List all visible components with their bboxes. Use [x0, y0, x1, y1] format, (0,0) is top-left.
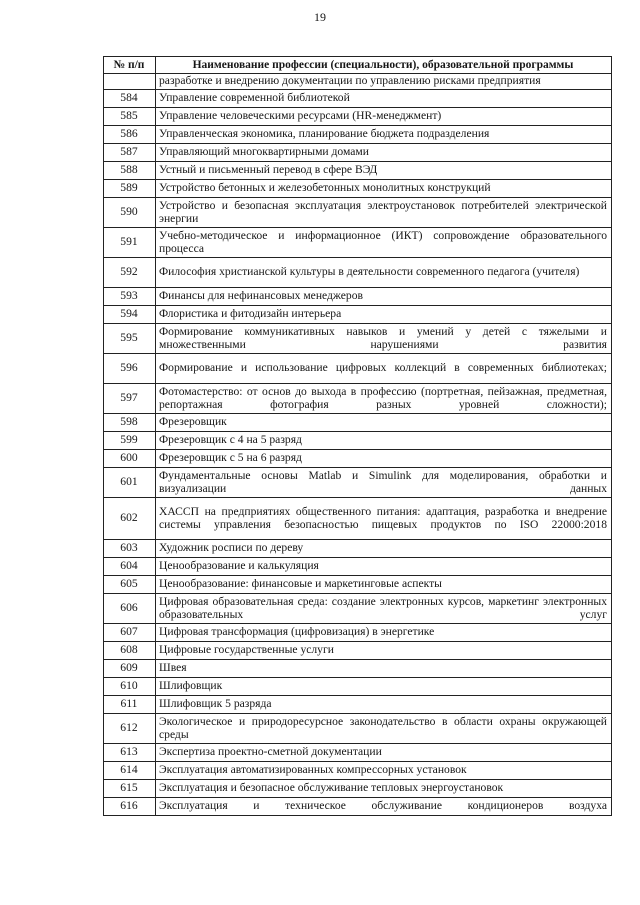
- table-row: [104, 540, 612, 558]
- table-row: [104, 144, 612, 162]
- table-row: [104, 258, 612, 288]
- table-row: [104, 384, 612, 414]
- table-row: [104, 468, 612, 498]
- row-program-name: Флористика и фитодизайн интерьера: [156, 306, 612, 324]
- table-row: [104, 450, 612, 468]
- row-program-name: Учебно-методическое и информационное (ИКТ) сопровождение образовательного процесса: [156, 228, 612, 258]
- row-number: 587: [104, 144, 156, 162]
- row-program-name: Шлифовщик: [156, 678, 612, 696]
- row-program-name: Цифровые государственные услуги: [156, 642, 612, 660]
- table-row: [104, 180, 612, 198]
- row-number: 584: [104, 90, 156, 108]
- row-number: 613: [104, 744, 156, 762]
- table-row: [104, 228, 612, 258]
- row-program-name: Устный и письменный перевод в сфере ВЭД: [156, 162, 612, 180]
- row-program-name: Фрезеровщик с 4 на 5 разряд: [156, 432, 612, 450]
- row-program-name: Формирование коммуникативных навыков и умений у детей с тяжелыми и множественными нарушениями развития: [156, 324, 612, 354]
- row-program-name: Художник росписи по дереву: [156, 540, 612, 558]
- row-number: 603: [104, 540, 156, 558]
- row-number: 606: [104, 594, 156, 624]
- row-number: 591: [104, 228, 156, 258]
- table-row: [104, 558, 612, 576]
- row-number: 601: [104, 468, 156, 498]
- row-program-name: Управленческая экономика, планирование бюджета подразделения: [156, 126, 612, 144]
- row-number: 586: [104, 126, 156, 144]
- table-row: [104, 780, 612, 798]
- row-number: 605: [104, 576, 156, 594]
- row-program-name: Управление современной библиотекой: [156, 90, 612, 108]
- row-number: 609: [104, 660, 156, 678]
- row-number: 616: [104, 798, 156, 816]
- table-row: [104, 432, 612, 450]
- continuation-row: [104, 74, 612, 90]
- row-number: 594: [104, 306, 156, 324]
- row-program-name: Экспертиза проектно-сметной документации: [156, 744, 612, 762]
- table-row: [104, 624, 612, 642]
- row-program-name: Эксплуатация и техническое обслуживание кондиционеров воздуха: [156, 798, 612, 816]
- table-row: [104, 594, 612, 624]
- row-program-name: Цифровая трансформация (цифровизация) в энергетике: [156, 624, 612, 642]
- table-row: [104, 108, 612, 126]
- row-number: 588: [104, 162, 156, 180]
- row-number: 597: [104, 384, 156, 414]
- row-program-name: Эксплуатация и безопасное обслуживание тепловых энергоустановок: [156, 780, 612, 798]
- table-row: [104, 714, 612, 744]
- row-number: 608: [104, 642, 156, 660]
- table-row: [104, 354, 612, 384]
- page-number: 19: [314, 10, 326, 24]
- row-number: 604: [104, 558, 156, 576]
- row-program-name: Ценообразование: финансовые и маркетинговые аспекты: [156, 576, 612, 594]
- table-row: [104, 288, 612, 306]
- row-program-name: Философия христианской культуры в деятельности современного педагога (учителя): [156, 258, 612, 288]
- continuation-number-cell: [104, 74, 156, 90]
- row-program-name: Фрезеровщик с 5 на 6 разряд: [156, 450, 612, 468]
- row-program-name: Управление человеческими ресурсами (HR-менеджмент): [156, 108, 612, 126]
- table-row: [104, 162, 612, 180]
- row-number: 599: [104, 432, 156, 450]
- row-number: 610: [104, 678, 156, 696]
- row-program-name: Эксплуатация автоматизированных компрессорных установок: [156, 762, 612, 780]
- table-row: [104, 642, 612, 660]
- row-program-name: ХАССП на предприятиях общественного питания: адаптация, разработка и внедрение системы управления безопасностью пищевых продуктов по ISO 22000:2018: [156, 498, 612, 540]
- row-program-name: Устройство бетонных и железобетонных монолитных конструкций: [156, 180, 612, 198]
- row-number: 590: [104, 198, 156, 228]
- row-number: 600: [104, 450, 156, 468]
- row-program-name: Управляющий многоквартирными домами: [156, 144, 612, 162]
- row-program-name: Швея: [156, 660, 612, 678]
- table-header-row: [104, 57, 612, 74]
- table-row: [104, 576, 612, 594]
- row-number: 607: [104, 624, 156, 642]
- table-row: [104, 498, 612, 540]
- row-number: 602: [104, 498, 156, 540]
- programs-table: [103, 56, 612, 816]
- continuation-text: разработке и внедрению документации по управлению рисками предприятия: [156, 74, 612, 90]
- header-number: № п/п: [104, 57, 156, 74]
- row-number: 595: [104, 324, 156, 354]
- table-row: [104, 306, 612, 324]
- row-program-name: Финансы для нефинансовых менеджеров: [156, 288, 612, 306]
- row-number: 598: [104, 414, 156, 432]
- row-number: 596: [104, 354, 156, 384]
- row-number: 614: [104, 762, 156, 780]
- table-row: [104, 198, 612, 228]
- row-number: 585: [104, 108, 156, 126]
- row-program-name: Фундаментальные основы Matlab и Simulink для моделирования, обработки и визуализации данных: [156, 468, 612, 498]
- table-row: [104, 744, 612, 762]
- row-program-name: Фотомастерство: от основ до выхода в профессию (портретная, пейзажная, предметная, репортажная фотография разных уровней сложности);: [156, 384, 612, 414]
- row-number: 589: [104, 180, 156, 198]
- row-number: 612: [104, 714, 156, 744]
- table-row: [104, 678, 612, 696]
- row-program-name: Экологическое и природоресурсное законодательство в области охраны окружающей среды: [156, 714, 612, 744]
- row-number: 592: [104, 258, 156, 288]
- row-program-name: Шлифовщик 5 разряда: [156, 696, 612, 714]
- header-name: Наименование профессии (специальности), образовательной программы: [156, 57, 612, 74]
- table-row: [104, 696, 612, 714]
- table-row: [104, 90, 612, 108]
- row-number: 593: [104, 288, 156, 306]
- row-program-name: Цифровая образовательная среда: создание электронных курсов, маркетинг электронных образовательных услуг: [156, 594, 612, 624]
- row-number: 611: [104, 696, 156, 714]
- table-row: [104, 414, 612, 432]
- table-row: [104, 798, 612, 816]
- table-row: [104, 324, 612, 354]
- row-program-name: Ценообразование и калькуляция: [156, 558, 612, 576]
- table-row: [104, 126, 612, 144]
- row-program-name: Устройство и безопасная эксплуатация электроустановок потребителей электрической энергии: [156, 198, 612, 228]
- row-program-name: Фрезеровщик: [156, 414, 612, 432]
- table-row: [104, 762, 612, 780]
- table-row: [104, 660, 612, 678]
- row-program-name: Формирование и использование цифровых коллекций в современных библиотеках;: [156, 354, 612, 384]
- row-number: 615: [104, 780, 156, 798]
